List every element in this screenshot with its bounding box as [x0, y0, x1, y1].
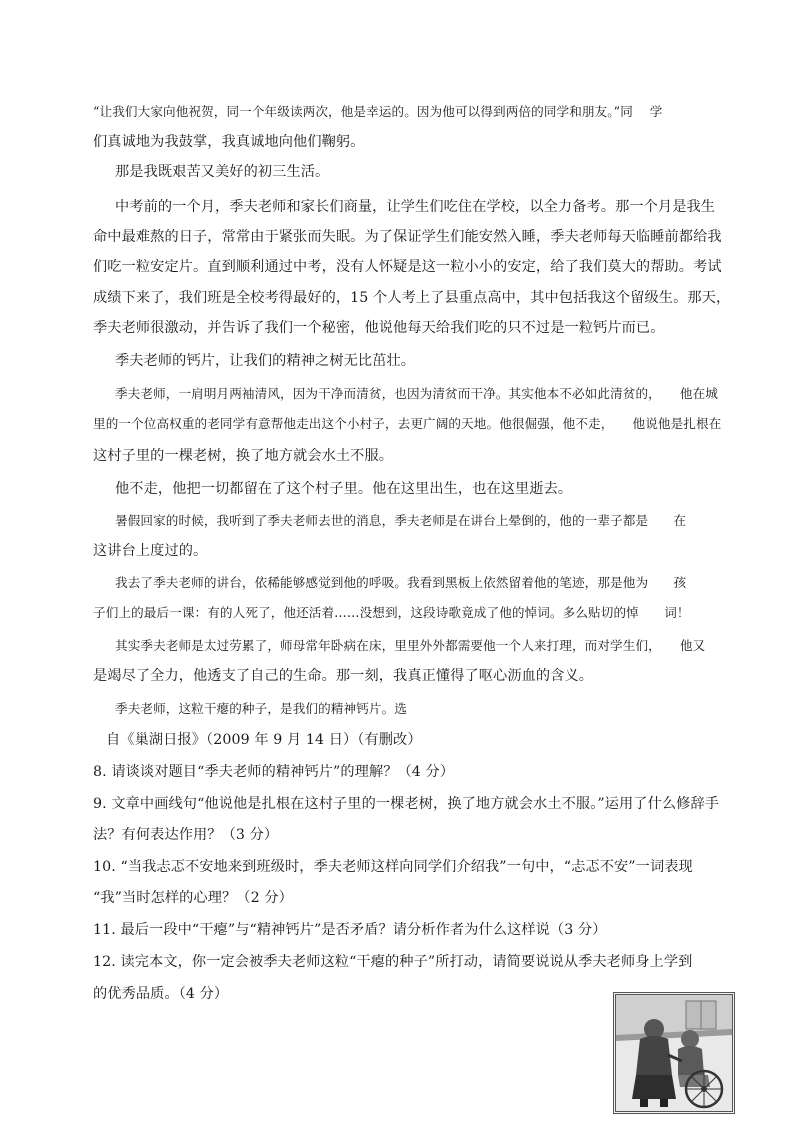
- text-line: 们吃一粒安定片。直到顺利通过中考，没有人怀疑是这一粒小小的安定，给了我们莫大的帮助。考试: [93, 259, 722, 275]
- text-line: 这讲台上度过的。: [93, 543, 208, 559]
- text-line: 季夫老师，这粒干瘪的种子，是我们的精神钙片。选: [115, 701, 407, 716]
- text-line: 命中最难熬的日子，常常由于紧张而失眠。为了保证学生们能安然入睡，季夫老师每天临睡前都给我: [93, 229, 722, 245]
- text-line: 中考前的一个月，季夫老师和家长们商量，让学生们吃住在学校，以全力备考。那一个月是我生: [115, 199, 716, 215]
- text-line: 子们上的最后一课：有的人死了，他还活着……没想到，这段诗歌竟成了他的悼词。多么贴切的悼 词！: [93, 605, 690, 620]
- source-citation: 自《巢湖日报》（2009 年 9 月 14 日）（有删改）: [106, 732, 422, 748]
- text-line: 季夫老师很激动，并告诉了我们一个秘密，他说他每天给我们吃的只不过是一粒钙片而已。: [93, 320, 665, 336]
- text-line: 他不走，他把一切都留在了这个村子里。他在这里出生，也在这里逝去。: [115, 481, 573, 497]
- question-10: 10. “当我忐忑不安地来到班级时，季夫老师这样向同学们介绍我”一句中，“忐忑不安”一词表现: [93, 859, 693, 875]
- text-line: 成绩下来了，我们班是全校考得最好的，15 个人考上了县重点高中，其中包括我这个留级生。那天，: [93, 290, 731, 306]
- text-line: 我去了季夫老师的讲台，依稀能够感觉到他的呼吸。我看到黑板上依然留着他的笔迹，那是他为 孩: [115, 575, 687, 590]
- text-line: 暑假回家的时候，我听到了季夫老师去世的消息，季夫老师是在讲台上晕倒的，他的一辈子都是 在: [115, 513, 687, 528]
- text-line: 季夫老师的钙片，让我们的精神之树无比茁壮。: [115, 353, 416, 369]
- question-10-cont: “我”当时怎样的心理？（2 分）: [93, 890, 293, 906]
- text-line: 那是我既艰苦又美好的初三生活。: [115, 164, 330, 180]
- text-line: 其实季夫老师是太过劳累了，师母常年卧病在床，里里外外都需要他一个人来打理，而对学生们， 他又: [115, 638, 706, 653]
- text-line: 这村子里的一棵老树，换了地方就会水土不服。: [93, 448, 394, 464]
- text-line: 季夫老师，一肩明月两袖清风，因为干净而清贫，也因为清贫而干净。其实他本不必如此清贫的， 他在城: [115, 386, 718, 401]
- question-11: 11. 最后一段中“干瘪”与“精神钙片”是否矛盾？请分析作者为什么这样说（3 分）: [93, 922, 607, 938]
- question-9: 9. 文章中画线句“他说他是扎根在这村子里的一棵老树，换了地方就会水土不服。”运用了什么修辞手: [93, 796, 720, 812]
- question-9-cont: 法？有何表达作用？（3 分）: [93, 827, 279, 843]
- text-line: “让我们大家向他祝贺，同一个年级读两次，他是幸运的。因为他可以得到两倍的同学和朋友。”同 学: [93, 104, 663, 119]
- teacher-wheelchair-illustration: [613, 992, 735, 1114]
- question-8: 8. 请谈谈对题目“季夫老师的精神钙片”的理解？（4 分）: [93, 764, 455, 780]
- text-line: 们真诚地为我鼓掌，我真诚地向他们鞠躬。: [93, 134, 365, 150]
- question-12-cont: 的优秀品质。（4 分）: [93, 986, 229, 1002]
- question-12: 12. 读完本文，你一定会被季夫老师这粒“干瘪的种子”所打动，请简要说说从季夫老师身上学到: [93, 954, 693, 970]
- text-line: 里的一个位高权重的老同学有意帮他走出这个小村子，去更广阔的天地。他很倔强，他不走， 他说他是扎根在: [93, 416, 722, 431]
- text-line: 是竭尽了全力，他透支了自己的生命。那一刻，我真正懂得了呕心沥血的含义。: [93, 668, 594, 684]
